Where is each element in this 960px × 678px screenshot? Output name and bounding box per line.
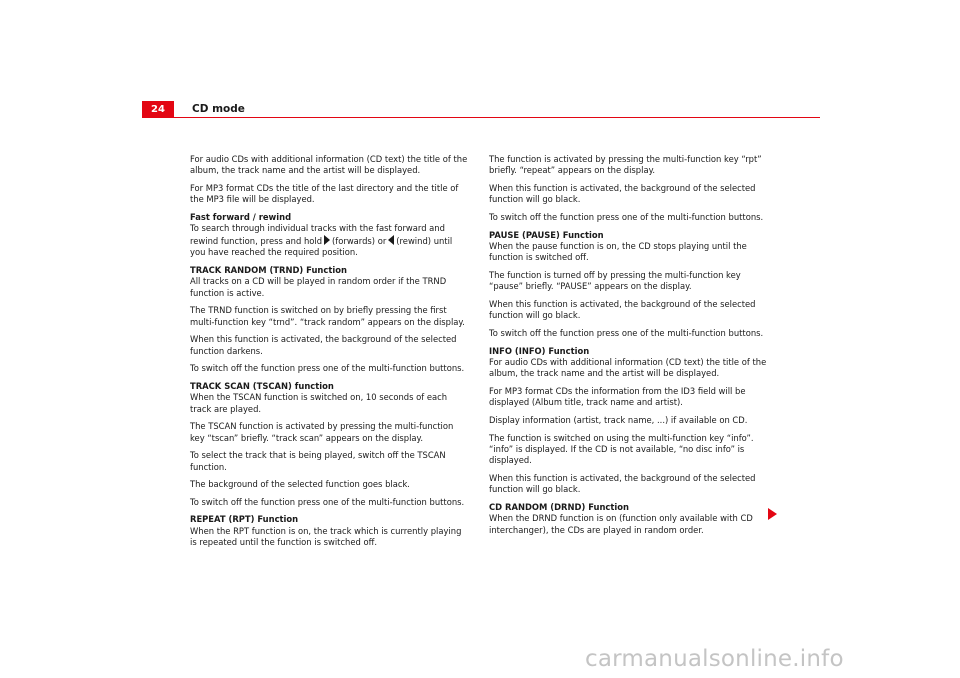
paragraph: The function is switched on using the multi-function key “info”. “info” is displayed. If the CD is not available, “no disc info” is displayed.	[489, 432, 754, 466]
section-heading-tscan: TRACK SCAN (TSCAN) function	[190, 380, 334, 391]
paragraph: When the TSCAN function is switched on, 10 seconds of each track are played.	[190, 392, 448, 414]
paragraph: To select the track that is being played, switch off the TSCAN function.	[190, 450, 446, 472]
paragraph: For MP3 format CDs the title of the last directory and the title of the MP3 file will be displayed.	[190, 183, 459, 205]
paragraph: When the RPT function is on, the track which is currently playing is repeated until the function is switched off.	[190, 525, 462, 548]
paragraph: All tracks on a CD will be played in random order if the TRND function is active.	[190, 276, 447, 298]
paragraph: The background of the selected function goes black.	[190, 479, 410, 490]
rewind-triangle-icon	[388, 235, 394, 245]
paragraph: To search through individual tracks with the fast forward and rewind function, press and hold (forwards) or (rewind) until you have reached the required position.	[190, 223, 453, 258]
section-heading-fast-forward: Fast forward / rewind	[190, 212, 292, 222]
section-heading-rpt: REPEAT (RPT) Function	[190, 514, 299, 525]
paragraph: For audio CDs with additional information (CD text) the title of the album, the track name and the artist will be displayed.	[190, 154, 468, 176]
page-number-badge: 24	[142, 101, 174, 118]
paragraph: When the DRND function is on (function only available with CD interchanger), the CDs are played in random order.	[489, 513, 753, 535]
section-heading-info: INFO (INFO) Function	[489, 345, 590, 356]
paragraph: For MP3 format CDs the information from the ID3 field will be displayed (Album title, track name and artist).	[489, 386, 746, 408]
section-heading-pause: PAUSE (PAUSE) Function	[489, 229, 604, 240]
paragraph: When this function is activated, the background of the selected function will go black.	[489, 183, 756, 205]
continue-arrow-icon	[768, 508, 777, 520]
forward-triangle-icon	[324, 235, 330, 245]
section-heading-drnd: CD RANDOM (DRND) Function	[489, 502, 629, 512]
paragraph: The function is turned off by pressing the multi-function key “pause” briefly. “PAUSE” appears on the display.	[489, 270, 741, 292]
paragraph: Display information (artist, track name, ...) if available on CD.	[489, 415, 748, 425]
paragraph: The TSCAN function is activated by pressing the multi-function key “tscan” briefly. “track scan” appears on the display.	[190, 421, 454, 443]
paragraph: To switch off the function press one of the multi-function buttons.	[190, 363, 465, 374]
paragraph: The function is activated by pressing the multi-function key “rpt” briefly. “repeat” appears on the display.	[489, 154, 762, 176]
header-divider	[174, 117, 820, 118]
paragraph: When the pause function is on, the CD stops playing until the function is switched off.	[489, 241, 747, 263]
section-heading-trnd: TRACK RANDOM (TRND) Function	[190, 264, 347, 275]
watermark: carmanualsonline.info	[585, 646, 844, 672]
paragraph: When this function is activated, the background of the selected function will go black.	[489, 473, 756, 495]
paragraph: To switch off the function press one of the multi-function buttons.	[489, 328, 764, 338]
paragraph: When this function is activated, the background of the selected function darkens.	[190, 334, 457, 356]
paragraph: To switch off the function press one of the multi-function buttons.	[190, 496, 465, 507]
paragraph: When this function is activated, the background of the selected function will go black.	[489, 299, 756, 321]
paragraph: To switch off the function press one of the multi-function buttons.	[489, 212, 764, 222]
paragraph: The TRND function is switched on by briefly pressing the first multi-function key “trnd”. “track random” appears on the display.	[190, 305, 465, 327]
left-column	[190, 154, 468, 555]
page-title: CD mode	[192, 103, 245, 115]
right-column	[489, 154, 771, 542]
paragraph: For audio CDs with additional information (CD text) the title of the album, the track name and the artist will be displayed.	[489, 357, 767, 379]
